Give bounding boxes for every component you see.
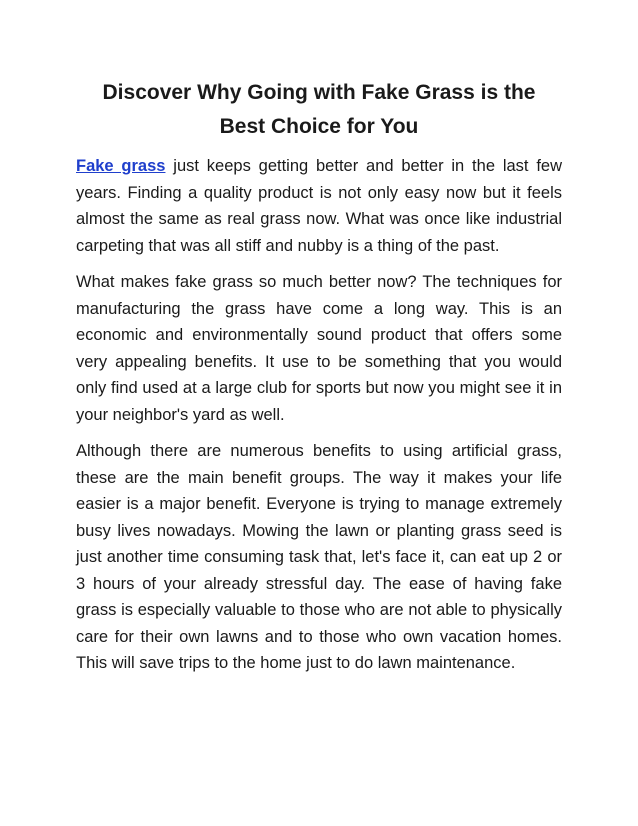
page-title (60, 76, 578, 144)
paragraph-2: What makes fake grass so much better now? The techniques for manufacturing the grass have come a long way. This is an economic and environmentally sound product that offers some very appealing benefits. It use to be something that you would only find used at a large club for sports but now you might see it in your neighbor's yard as well. (76, 273, 562, 424)
paragraph-1 (76, 153, 562, 259)
paragraph-3: Although there are numerous benefits to using artificial grass, these are the main benefit groups. The way it makes your life easier is a major benefit. Everyone is trying to manage extremely busy lives nowadays. Mowing the lawn or planting grass seed is just another time consuming task that, let's face it, can eat up 2 or 3 hours of your already stressful day. The ease of having fake grass is especially valuable to those who are not able to physically care for their own lawns and to those who own vacation homes. This will save trips to the home just to do lawn maintenance. (76, 442, 562, 672)
fake-grass-link[interactable]: Fake grass (76, 157, 166, 175)
title-line-1: Discover Why Going with Fake Grass is the (102, 81, 536, 104)
article-body (76, 153, 562, 687)
title-line-2: Best Choice for You (219, 115, 419, 138)
paragraph-1-text: just keeps getting better and better in the last few years. Finding a quality product is not only easy now but it feels almost the same as real grass now. What was once like industrial carpeting that was all stiff and nubby is a thing of the past. (76, 157, 562, 255)
